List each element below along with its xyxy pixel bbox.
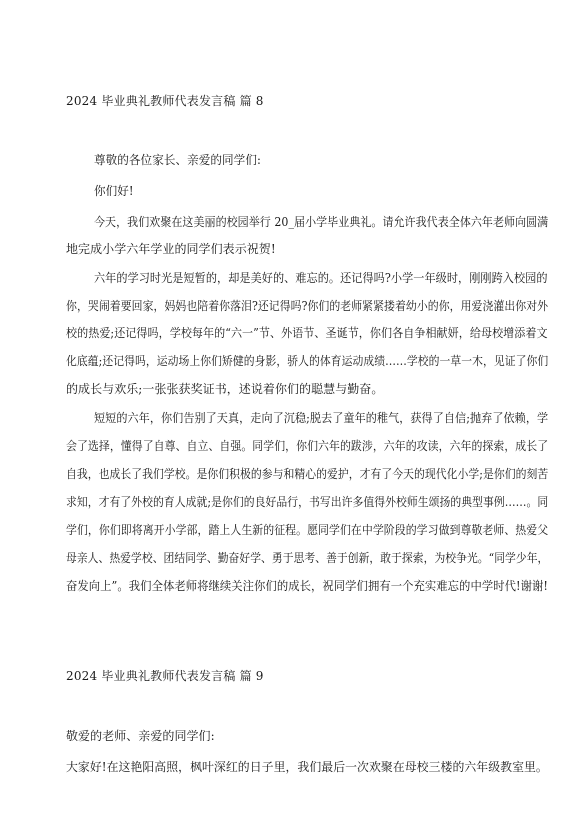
- section-title-8: 2024 毕业典礼教师代表发言稿 篇 8: [66, 94, 264, 108]
- paragraph-line: 求知，才有了外校的育人成就;是你们的良好品行，书写出许多值得外校师生颂扬的典型事例……。同: [66, 495, 549, 509]
- section-title-9: 2024 毕业典礼教师代表发言稿 篇 9: [66, 669, 264, 683]
- salutation-2: 敬爱的老师、亲爱的同学们:: [66, 729, 215, 743]
- paragraph-line: 会了选择，懂得了自尊、自立、自强。同学们，你们六年的跋涉，六年的攻读，六年的探索，成长了: [66, 439, 549, 453]
- paragraph-line: 母亲人、热爱学校、团结同学、勤奋好学、勇于思考、善于创新，敢于探索，为校争光。“同学少年，: [66, 551, 549, 565]
- paragraph-line: 化底蕴;还记得吗，运动场上你们矫健的身影，骄人的体育运动成绩……学校的一草一木，见证了你们: [66, 354, 549, 368]
- paragraph-line: 校的热爱;还记得吗，学校每年的“六一”节、外语节、圣诞节，你们各自争相献妍，给母校增添着文: [66, 326, 548, 340]
- paragraph-line: 奋发向上”。我们全体老师将继续关注你们的成长，祝同学们拥有一个充实难忘的中学时代!谢谢!: [66, 579, 548, 593]
- paragraph-line: 你，哭闹着要回家，妈妈也陪着你落泪?还记得吗?你们的老师紧紧搂着幼小的你，用爱浇灌出你对外: [66, 299, 549, 313]
- paragraph-line: 学们，你们即将离开小学部，踏上人生新的征程。愿同学们在中学阶段的学习做到尊敬老师、热爱父: [66, 523, 549, 537]
- paragraph-line: 地完成小学六年学业的同学们表示祝贺!: [66, 242, 276, 256]
- paragraph-line: 今天，我们欢聚在这美丽的校园举行 20_届小学毕业典礼。请允许我代表全体六年老师向圆满: [94, 215, 549, 229]
- salutation: 尊敬的各位家长、亲爱的同学们:: [94, 153, 261, 167]
- paragraph-line: 大家好!在这艳阳高照，枫叶深红的日子里，我们最后一次欢聚在母校三楼的六年级教室里。: [66, 760, 548, 774]
- paragraph-line: 的成长与欢乐;一张张获奖证书，述说着你们的聪慧与勤奋。: [66, 382, 384, 396]
- paragraph-line: 六年的学习时光是短暂的，却是美好的、难忘的。还记得吗?小学一年级时，刚刚跨入校园的: [94, 271, 548, 285]
- paragraph-line: 短短的六年，你们告别了天真，走向了沉稳;脱去了童年的稚气，获得了自信;抛弃了依赖，学: [94, 411, 549, 425]
- greeting: 你们好!: [94, 184, 134, 198]
- paragraph-line: 自我，也成长了我们学校。是你们积极的参与和精心的爱护，才有了今天的现代化小学;是你们的刻苦: [66, 467, 549, 481]
